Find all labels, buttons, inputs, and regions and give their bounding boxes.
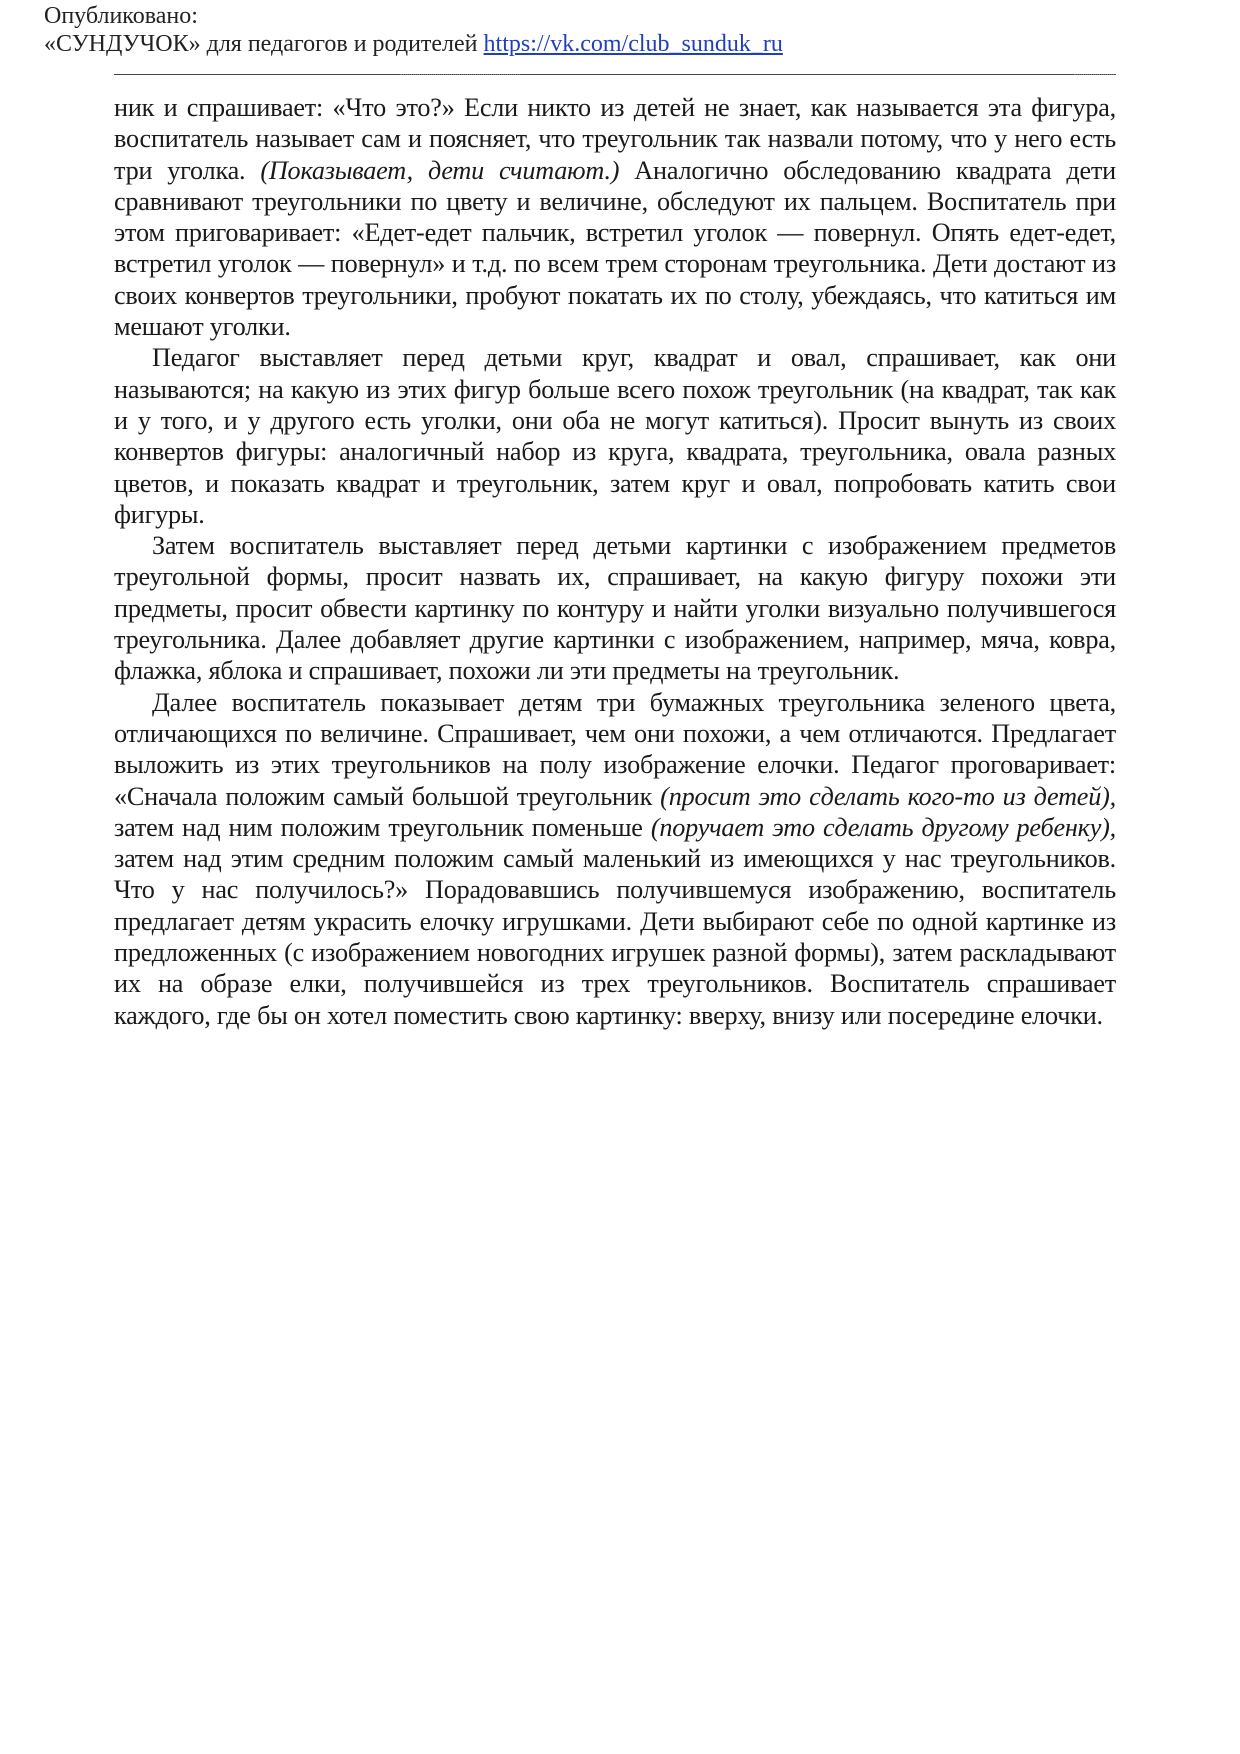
text-run: затем над этим средним положим самый маленький из имеющихся у нас треугольников. Что у нас получилось?» Порадовавшись получившемуся изображению, воспитатель предлагает детям украсить елочку игрушками. Дети выбирают себе по одной картинке из предложенных (с изображением новогодних игрушек разной формы), затем раскладывают их на образе елки, получившейся из трех треугольников. Воспитатель спрашивает каждого, где бы он хотел поместить свою картинку: вверху, внизу или посередине елочки. — [114, 844, 1116, 1030]
paragraph — [114, 342, 1116, 530]
document-body — [114, 92, 1116, 1031]
text-run: Затем воспитатель выставляет перед детьми картинки с изображением предметов треугольной формы, просит назвать их, спрашивает, на какую фигуру похожи эти предметы, просит обвести картинку по контуру и найти уголки визуально получившегося треугольника. Далее добавляет другие картинки с изображением, например, мяча, ковра, флажка, яблока и спрашивает, похожи ли эти предметы на треугольник. — [114, 531, 1116, 686]
vk-group-link[interactable]: https://vk.com/club_sunduk_ru — [483, 31, 783, 57]
scan-artifact-mark — [400, 68, 520, 75]
header-rule — [114, 74, 1116, 75]
text-run: Аналогично обследованию квадрата дети сравнивают треугольники по цвету и величине, обследуют их пальцем. Воспитатель при этом приговаривает: «Едет-едет пальчик, встретил уголок — повернул. Опять едет-едет, встретил уголок — повернул» и т.д. по всем трем сторонам треугольника. Дети достают из своих конвертов треугольники, пробуют покатать их по столу, убеждаясь, что катиться им мешают уголки. — [114, 155, 1116, 342]
paragraph — [114, 92, 1116, 342]
published-label: Опубликовано: — [44, 3, 198, 29]
italic-remark: (поручает это сделать другому ребенку), — [650, 812, 1116, 842]
publisher-name: «СУНДУЧОК» для педагогов и родителей — [44, 31, 484, 57]
text-run: затем над ним положим треугольник поменьше — [114, 812, 651, 842]
scan-artifact-mark — [1074, 68, 1114, 75]
italic-remark: (Показывает, дети считают.) — [260, 155, 620, 185]
paragraph — [114, 530, 1116, 686]
paragraph — [114, 687, 1116, 1031]
italic-remark: (просит это сделать кого-то из детей), — [660, 781, 1116, 811]
text-run: Педагог выставляет перед детьми круг, квадрат и овал, спрашивает, как они называются; на какую из этих фигур больше всего похож треугольник (на квадрат, так как и у того, и у другого есть уголки, они оба не могут катиться). Просит вынуть из своих конвертов фигуры: аналогичный набор из круга, квадрата, треугольника, овала разных цветов, и показать квадрат и треугольник, затем круг и овал, попробовать катить свои фигуры. — [114, 343, 1116, 529]
publication-header — [44, 2, 1044, 58]
text-run: Далее воспитатель показывает детям три бумажных треугольника зеленого цвета, отличающихся по величине. Спрашивает, чем они похожи, а чем отличаются. Предлагает выложить из этих треугольников на полу изображение елочки. Педагог проговаривает: «Сначала положим самый большой треугольник — [114, 687, 1116, 811]
publisher-line — [44, 30, 1044, 58]
text-run: ник и спрашивает: «Что это?» Если никто из детей не знает, как называется эта фигура, воспитатель называет сам и поясняет, что треугольник так назвали потому, что у него есть три уголка. — [114, 93, 1116, 185]
